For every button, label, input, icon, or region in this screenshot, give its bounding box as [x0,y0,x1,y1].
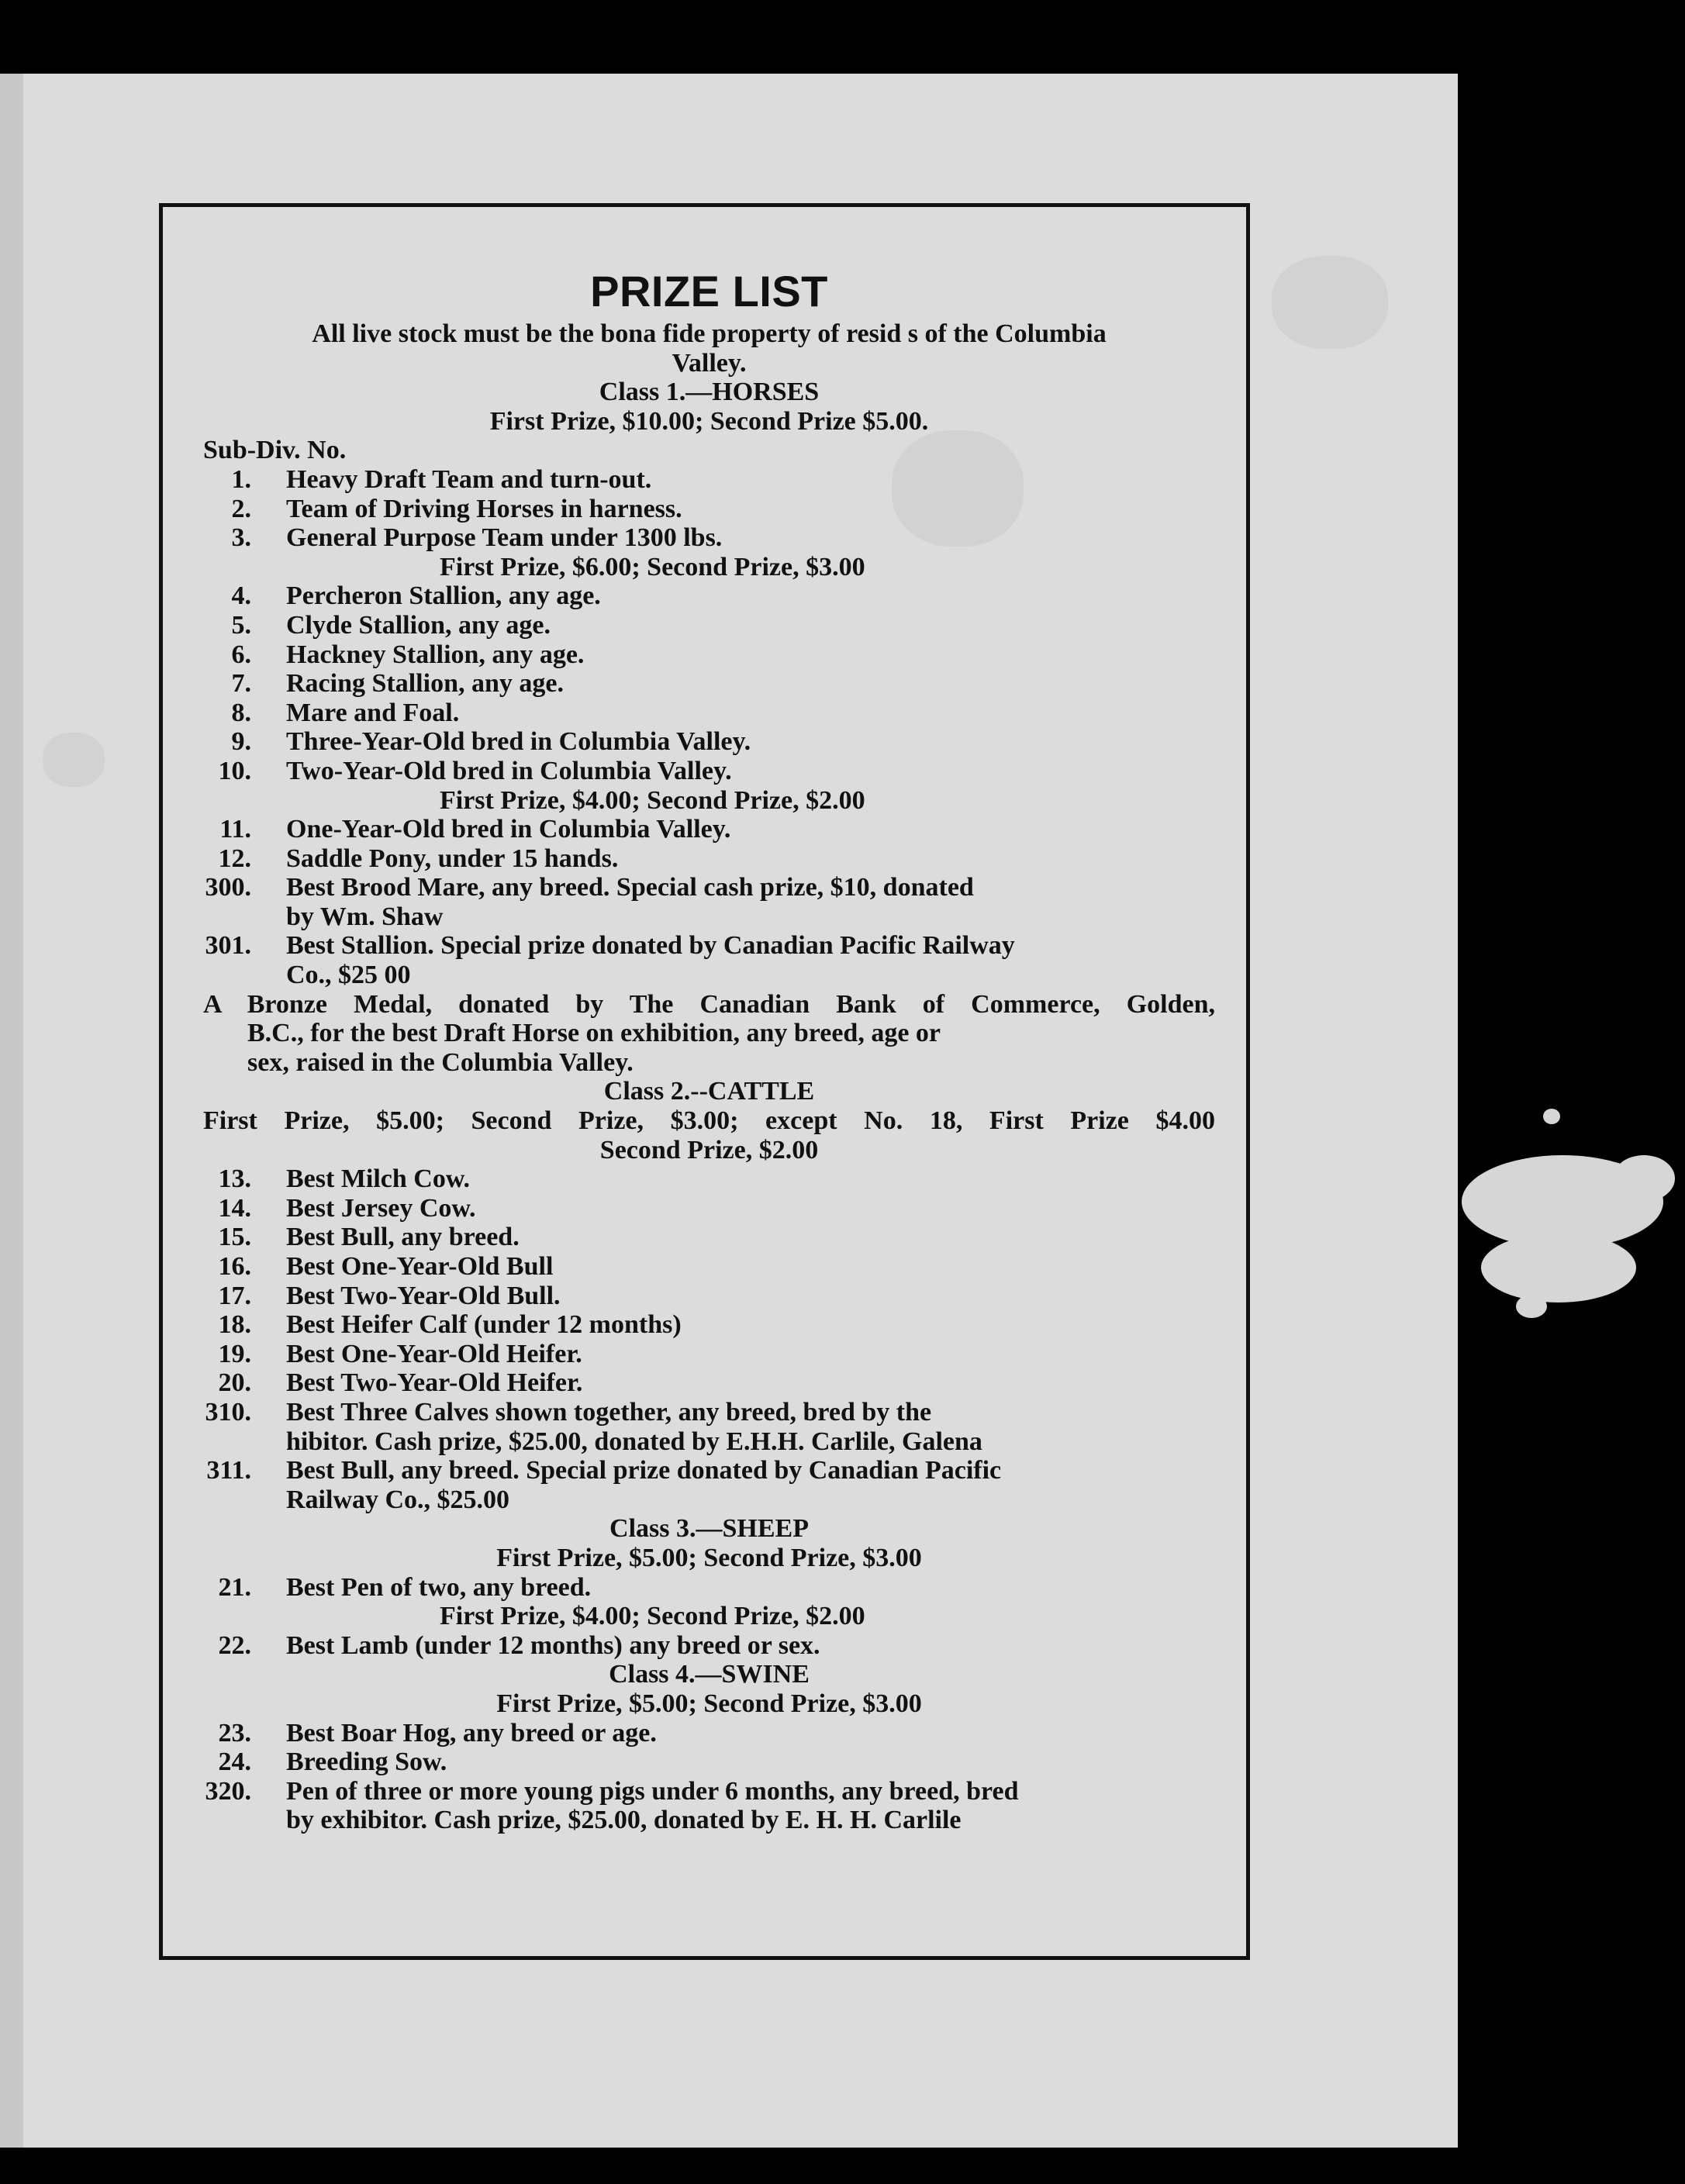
item-number: 17. [218,1281,251,1310]
item-text: Best Bull, any breed. [286,1223,520,1252]
item-continuation: by Wm. Shaw [286,902,444,931]
list-item [203,757,1215,786]
item-number: 4. [231,581,251,611]
item-number: 14. [218,1193,251,1223]
class-heading: Class 2.--CATTLE [603,1077,815,1106]
item-number: 23. [218,1718,251,1748]
item-text: Best One-Year-Old Bull [286,1252,554,1281]
item-number: 300. [205,873,251,902]
intro-text [203,319,1215,378]
item-text: Best One-Year-Old Heifer. [286,1339,582,1368]
list-item [203,1252,1215,1282]
item-number: 1. [231,464,251,494]
item-text: Best Boar Hog, any breed or age. [286,1718,657,1748]
item-text: Best Stallion. Special prize donated by Canadian Pacific Railway [286,931,1015,961]
medal-line: A Bronze Medal, donated by The Canadian Bank of Commerce, Golden, [203,989,1215,1019]
list-item [203,611,1215,640]
list-item [203,1282,1215,1311]
item-number: 19. [218,1339,251,1368]
sub-div-header: Sub-Div. No. [203,436,347,465]
paper-speck [1516,1295,1547,1318]
paper-speck [1543,1109,1560,1124]
medal-line: B.C., for the best Draft Horse on exhibition, any breed, age or [247,1019,941,1048]
item-text: Pen of three or more young pigs under 6 months, any breed, bred [286,1776,1019,1806]
item-text: Racing Stallion, any age. [286,669,564,699]
item-text: Three-Year-Old bred in Columbia Valley. [286,727,751,757]
list-item [203,1631,1215,1661]
paper-speck [1481,1233,1636,1302]
item-number: 22. [218,1630,251,1660]
item-text: Best Two-Year-Old Bull. [286,1281,561,1310]
class-prize: First Prize, $5.00; Second Prize, $3.00 [496,1543,922,1572]
item-text: Mare and Foal. [286,698,460,727]
list-item [203,1456,1215,1485]
class-prize: First Prize, $5.00; Second Prize, $3.00; except No. 18, First Prize $4.00 [203,1106,1215,1136]
list-item [203,669,1215,699]
list-item [203,1398,1215,1427]
list-item [203,815,1215,844]
list-item [203,1223,1215,1252]
item-continuation: by exhibitor. Cash prize, $25.00, donated by E. H. H. Carlile [286,1806,962,1835]
class-heading: Class 3.—SHEEP [609,1514,809,1544]
item-number: 21. [218,1572,251,1602]
item-text: One-Year-Old bred in Columbia Valley. [286,815,731,844]
item-number: 18. [218,1310,251,1340]
item-number: 20. [218,1368,251,1398]
item-number: 8. [231,698,251,727]
item-text: Team of Driving Horses in harness. [286,494,682,523]
item-text: Best Pen of two, any breed. [286,1572,592,1602]
list-item [203,1719,1215,1748]
list-item [203,1164,1215,1194]
item-text: Best Brood Mare, any breed. Special cash prize, $10, donated [286,873,974,902]
item-number: 2. [231,494,251,523]
item-continuation: Railway Co., $25.00 [286,1485,510,1514]
list-item [203,873,1215,902]
item-prize: First Prize, $4.00; Second Prize, $2.00 [440,1602,865,1631]
item-number: 7. [231,669,251,699]
paper-stain [1272,256,1388,349]
class-prize: First Prize, $5.00; Second Prize, $3.00 [496,1689,922,1718]
item-number: 13. [218,1164,251,1194]
item-text: Best Three Calves shown together, any breed, bred by the [286,1397,932,1427]
medal-line: sex, raised in the Columbia Valley. [247,1047,634,1077]
list-item [203,844,1215,874]
item-number: 15. [218,1223,251,1252]
intro-line: All live stock must be the bona fide property of resid s of the Columbia [312,319,1107,348]
list-item [203,1368,1215,1398]
item-text: Best Lamb (under 12 months) any breed or sex. [286,1630,820,1660]
item-continuation: hibitor. Cash prize, $25.00, donated by E.H.H. Carlile, Galena [286,1427,982,1456]
list-item [203,1777,1215,1806]
item-text: Best Two-Year-Old Heifer. [286,1368,583,1398]
item-text: Breeding Sow. [286,1748,447,1777]
page-title: PRIZE LIST [590,267,828,316]
list-item [203,699,1215,728]
class-heading: Class 4.—SWINE [609,1660,810,1689]
item-text: Heavy Draft Team and turn-out. [286,464,652,494]
class-prize: First Prize, $10.00; Second Prize $5.00. [489,406,929,436]
item-prize: First Prize, $6.00; Second Prize, $3.00 [440,552,865,581]
item-number: 10. [218,756,251,785]
item-text: Two-Year-Old bred in Columbia Valley. [286,756,732,785]
list-item [203,640,1215,670]
item-number: 320. [205,1776,251,1806]
item-text: Clyde Stallion, any age. [286,610,551,640]
list-item [203,1573,1215,1603]
item-text: Hackney Stallion, any age. [286,640,585,669]
list-item [203,727,1215,757]
item-number: 16. [218,1252,251,1281]
item-text: Best Milch Cow. [286,1164,471,1194]
item-number: 3. [231,523,251,553]
item-text: Saddle Pony, under 15 hands. [286,844,619,873]
item-text: Best Bull, any breed. Special prize donated by Canadian Pacific [286,1456,1002,1485]
item-number: 301. [205,931,251,961]
item-text: Percheron Stallion, any age. [286,581,601,611]
list-item [203,465,1215,495]
intro-line: Valley. [672,348,747,378]
paper-stain [43,733,105,787]
class-heading: Class 1.—HORSES [599,378,820,407]
paper-edge-shadow [0,74,23,2148]
list-item [203,495,1215,524]
item-number: 5. [231,610,251,640]
item-text: Best Jersey Cow. [286,1193,476,1223]
item-text: General Purpose Team under 1300 lbs. [286,523,723,553]
list-item [203,1748,1215,1777]
paper-speck [1613,1155,1675,1202]
list-item [203,1310,1215,1340]
prize-list [203,264,1215,1835]
class-prize: Second Prize, $2.00 [599,1135,819,1164]
item-number: 9. [231,727,251,757]
list-item [203,581,1215,611]
item-number: 11. [219,815,251,844]
item-continuation: Co., $25 00 [286,961,411,990]
list-item [203,1340,1215,1369]
item-number: 311. [206,1456,251,1485]
bronze-medal-note [203,990,1215,1078]
list-item [203,931,1215,961]
list-item [203,1194,1215,1223]
list-item [203,523,1215,553]
item-number: 310. [205,1397,251,1427]
item-number: 6. [231,640,251,669]
item-text: Best Heifer Calf (under 12 months) [286,1310,682,1340]
item-number: 12. [218,844,251,873]
item-number: 24. [218,1748,251,1777]
item-prize: First Prize, $4.00; Second Prize, $2.00 [440,785,865,815]
